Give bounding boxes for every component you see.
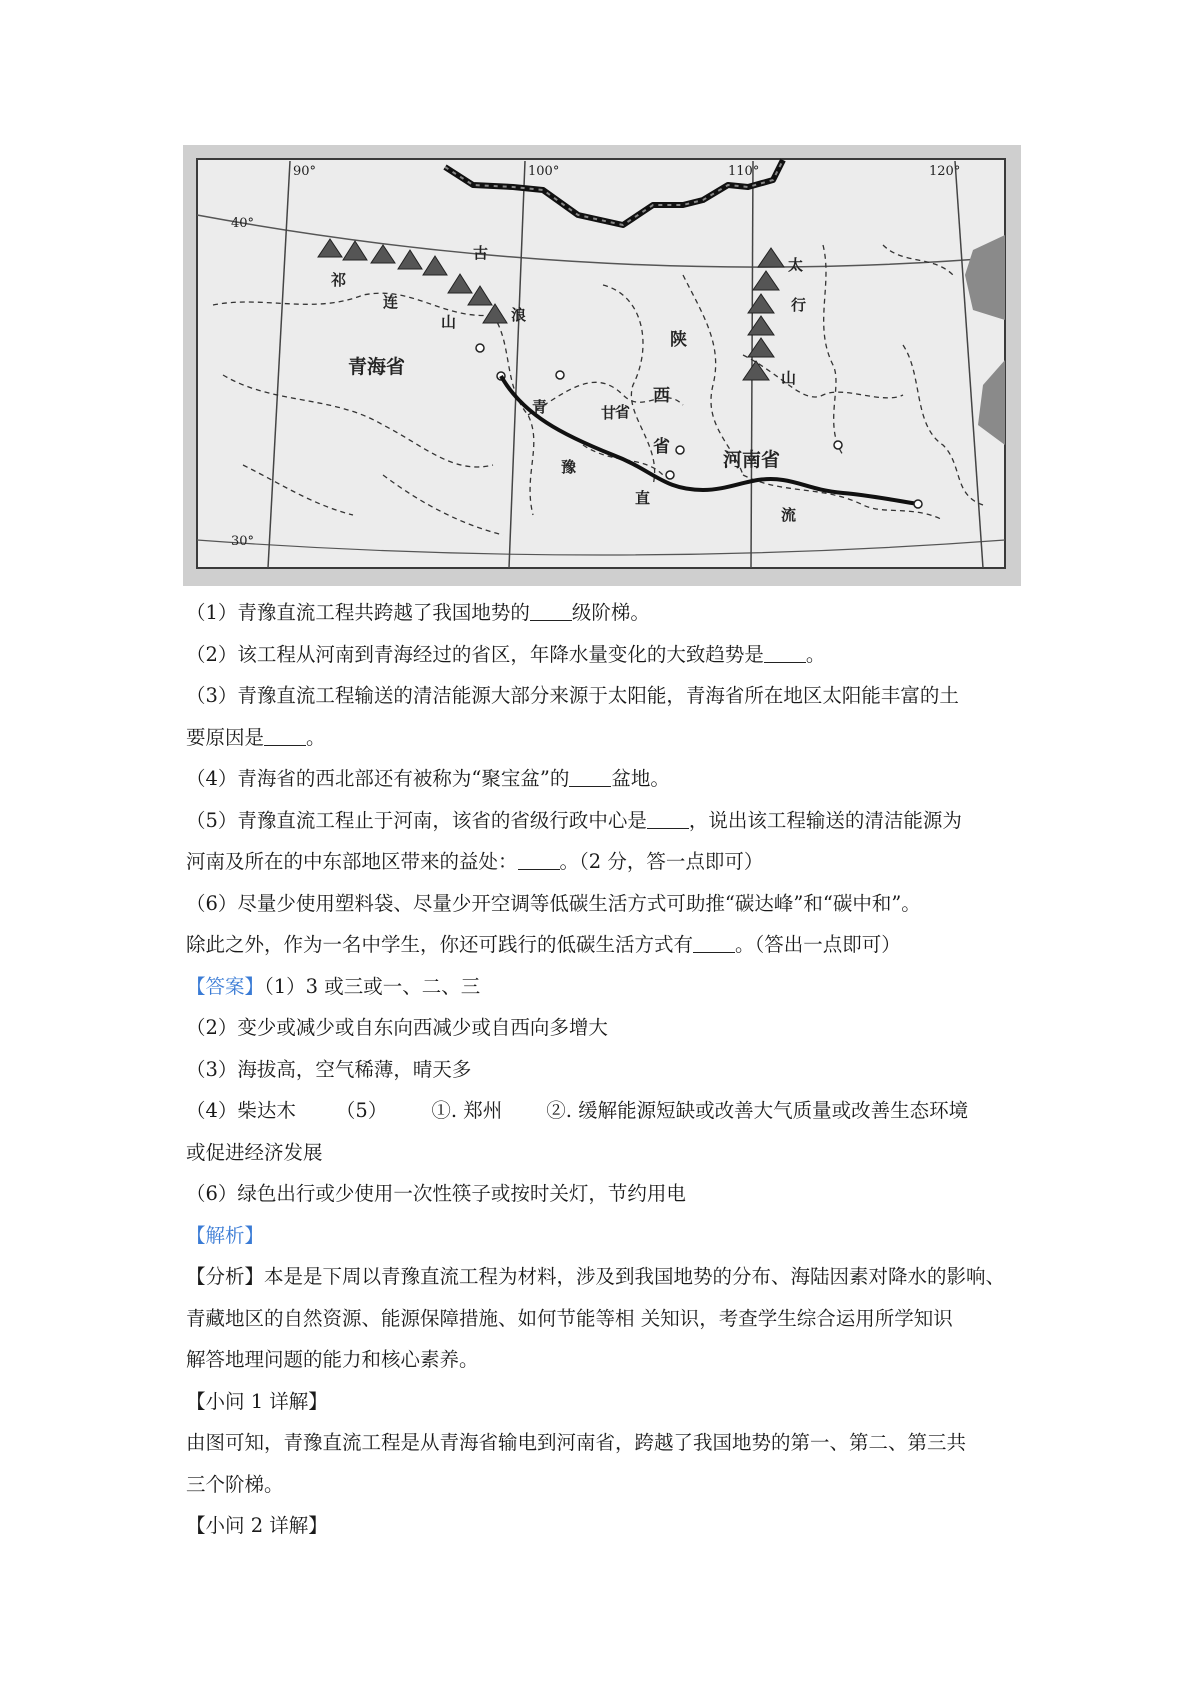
label-gulang-2: 浪 [511,306,527,324]
answer-blank [647,808,689,829]
map-figure [183,145,1021,586]
answer-tag: 【答案】 [186,974,265,998]
question-4: （4）青海省的西北部还有被称为“聚宝盆”的 盆地。 [186,767,670,790]
lon-110-label: 110° [728,164,760,179]
label-line-liu: 流 [781,506,797,524]
answer-blank [530,600,572,621]
answer-line-6: （6）绿色出行或少使用一次性筷子或按时关灯，节约用电 [186,1182,686,1205]
lon-100-label: 100° [528,164,560,179]
analysis-p2: 青藏地区的自然资源、能源保障措施、如何节能等相 关知识，考查学生综合运用所学知识 [186,1306,953,1330]
label-taihang-2: 行 [791,296,807,314]
analysis-p1: 【分析】本是是下周以青豫直流工程为材料，涉及到我国地势的分布、海陆因素对降水的影响、 [186,1265,1006,1288]
answer-line-5: 或促进经济发展 [186,1140,323,1164]
question-1: （1）青豫直流工程共跨越了我国地势的 级阶梯。 [186,601,650,624]
answer-line-3: （3）海拔高，空气稀薄，晴天多 [186,1057,472,1081]
question-6-line-2: 除此之外，作为一名中学生，你还可践行的低碳生活方式有 。（答出一点即可） [186,933,901,956]
sub-question-1-p1: 由图可知，青豫直流工程是从青海省输电到河南省，跨越了我国地势的第一、第二、第三共 [186,1431,967,1454]
lat-30-label: 30° [231,534,255,549]
label-gulang-1: 古 [473,244,489,262]
sub-question-1-p2: 三个阶梯。 [186,1472,284,1496]
analysis-p3: 解答地理问题的能力和核心素养。 [186,1348,479,1371]
label-gansu-2: 省 [615,403,631,421]
label-henan: 河南省 [723,449,781,471]
question-3-line-2: 要原因是 。 [186,725,326,749]
sub-question-1-title: 【小问 1 详解】 [186,1389,328,1413]
answer-line-1: 【答案】（1）3 或三或一、二、三 [186,974,481,998]
lon-90-label: 90° [293,164,317,179]
label-qilian-3: 山 [441,313,457,331]
label-shaanxi-2: 西 [653,386,670,406]
question-5-line-1: （5）青豫直流工程止于河南，该省的省级行政中心是 ，说出该工程输送的清洁能源为 [186,808,962,832]
answer-line-2: （2）变少或减少或自东向西减少或自西向多增大 [186,1016,608,1039]
question-3-line-1: （3）青豫直流工程输送的清洁能源大部分来源于太阳能，青海省所在地区太阳能丰富的土 [186,684,959,707]
sub-question-2-title: 【小问 2 详解】 [186,1514,328,1537]
label-line-zhi: 直 [635,489,651,507]
lat-40-label: 40° [231,216,255,231]
question-5-line-2: 河南及所在的中东部地区带来的益处： 。（2 分，答一点即可） [186,850,764,873]
answer-blank [264,725,306,746]
lon-120-label: 120° [929,164,961,179]
label-shaanxi-1: 陕 [670,330,687,350]
document-body [186,592,1036,1547]
question-6-line-1: （6）尽量少使用塑料袋、尽量少开空调等低碳生活方式可助推“碳达峰”和“碳中和”。 [186,891,921,915]
question-2: （2）该工程从河南到青海经过的省区，年降水量变化的大致趋势是 。 [186,642,826,666]
answer-blank [764,642,806,663]
answer-blank [518,849,560,870]
label-shaanxi-3: 省 [653,437,670,457]
analysis-tag: 【解析】 [186,1223,265,1247]
label-line-qing: 青 [532,398,548,416]
label-taihang-3: 山 [781,369,797,387]
label-qilian-1: 祁 [331,271,347,289]
label-line-yu: 豫 [561,458,577,476]
answer-blank [569,766,611,787]
label-gansu-1: 甘 [601,404,617,422]
answer-line-4: （4）柴达木 （5） ①. 郑州 ②. 缓解能源短缺或改善大气质量或改善生态环境 [186,1099,969,1122]
label-taihang-1: 太 [788,256,804,274]
label-qilian-2: 连 [383,293,399,311]
label-qinghai: 青海省 [348,356,406,378]
answer-blank [693,932,735,953]
